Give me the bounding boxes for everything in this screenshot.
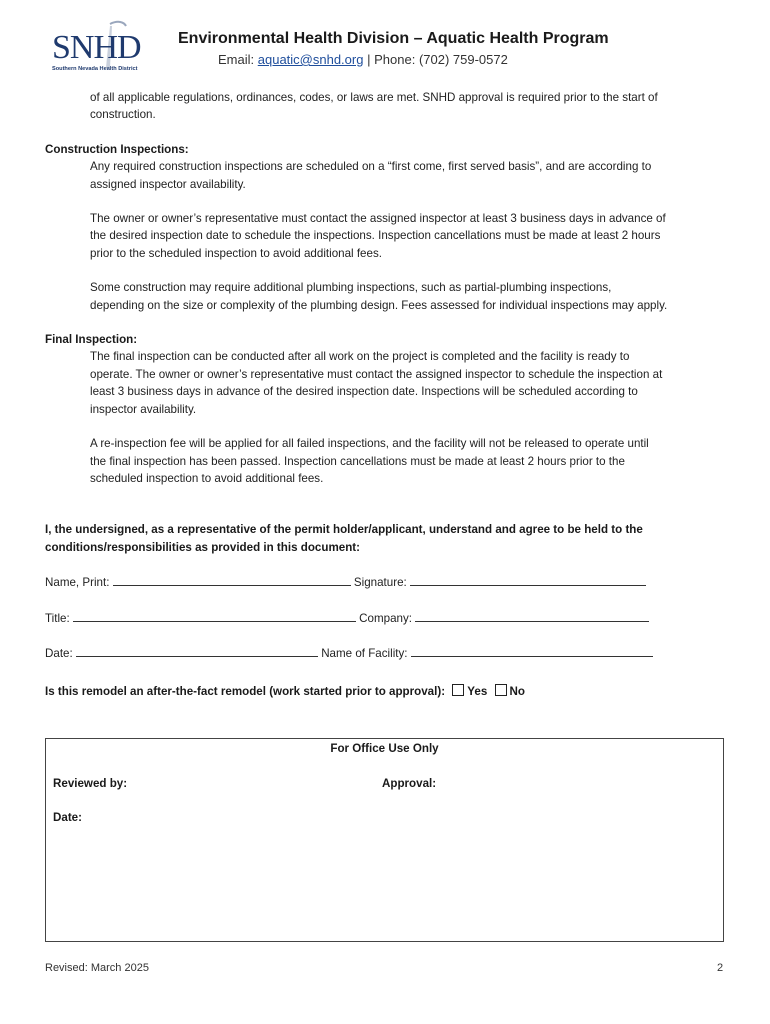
text-line: Any required construction inspections are scheduled on a “first come, first served basis”, and are according to	[90, 160, 652, 174]
no-checkbox[interactable]	[495, 684, 507, 696]
snhd-logo-icon	[48, 18, 158, 74]
reviewed-by-label: Reviewed by:	[53, 777, 128, 790]
office-use-box	[45, 738, 724, 942]
text-line: inspector availability.	[90, 402, 197, 416]
title-company-row	[45, 609, 730, 627]
facility-field[interactable]	[411, 644, 653, 657]
text-line: prior to the scheduled inspection to avoid additional fees.	[90, 246, 382, 260]
phone-number: (702) 759-0572	[418, 52, 508, 67]
final-paragraph-1	[90, 348, 730, 418]
yes-label: Yes	[467, 685, 488, 699]
program-title: Environmental Health Division – Aquatic Health Program	[178, 30, 609, 47]
text-line: A re-inspection fee will be applied for all failed inspections, and the facility will not be released to operate until	[90, 437, 649, 451]
office-date-label: Date:	[53, 811, 82, 824]
text-line: conditions/responsibilities as provided in this document:	[45, 540, 361, 554]
company-label: Company:	[359, 611, 413, 625]
remodel-question-row	[45, 683, 730, 700]
title-label: Title:	[45, 611, 70, 625]
text-line: Some construction may require additional plumbing inspections, such as partial-plumbing inspections,	[90, 281, 612, 295]
text-line: the final inspection has been passed. Inspection cancellations must be made at least 2 hours prior to the	[90, 454, 625, 468]
phone-label: Phone:	[374, 52, 416, 67]
final-inspection-heading: Final Inspection:	[45, 333, 138, 347]
continuation-paragraph	[90, 89, 730, 124]
company-field[interactable]	[415, 609, 649, 622]
email-label: Email:	[218, 52, 255, 67]
text-line: depending on the size or complexity of the plumbing design. Fees assessed for individual inspections may apply.	[90, 298, 668, 312]
yes-checkbox[interactable]	[452, 684, 464, 696]
svg-text:SNHD: SNHD	[52, 29, 141, 66]
signature-label: Signature:	[353, 576, 407, 590]
approval-label: Approval:	[382, 777, 437, 790]
text-line: I, the undersigned, as a representative of the permit holder/applicant, understand and agree to be held to the	[45, 523, 643, 537]
svg-text:Southern Nevada Health Distric: Southern Nevada Health District	[52, 66, 138, 72]
revised-date: Revised: March 2025	[45, 962, 149, 974]
date-label: Date:	[45, 646, 73, 660]
date-facility-row	[45, 644, 730, 662]
signature-field[interactable]	[410, 573, 646, 586]
remodel-question: Is this remodel an after-the-fact remodel (work started prior to approval):	[45, 685, 446, 699]
title-field[interactable]	[73, 609, 356, 622]
name-print-label: Name, Print:	[45, 576, 110, 590]
name-print-field[interactable]	[113, 573, 351, 586]
text-line: of all applicable regulations, ordinances, codes, or laws are met. SNHD approval is required prior to the start of	[90, 91, 658, 104]
office-use-title: For Office Use Only	[330, 742, 439, 755]
document-body	[45, 89, 730, 701]
page-number: 2	[717, 962, 724, 974]
construction-paragraph-3	[90, 279, 730, 314]
text-line: The owner or owner’s representative must contact the assigned inspector at least 3 business days in advance of	[90, 212, 666, 226]
facility-label: Name of Facility:	[321, 646, 408, 660]
name-signature-row	[45, 573, 730, 591]
text-line: construction.	[90, 108, 156, 122]
text-line: assigned inspector availability.	[90, 177, 246, 191]
text-line: operate. The owner or owner’s representative must contact the assigned inspector to schedule the inspection at	[90, 367, 663, 381]
snhd-logo	[48, 18, 158, 74]
construction-paragraph-2	[90, 210, 730, 262]
text-line: least 3 business days in advance of the desired inspection date. Inspections will be scheduled according to	[90, 385, 638, 399]
contact-line	[218, 52, 508, 67]
email-link[interactable]: aquatic@snhd.org	[257, 52, 364, 67]
no-label: No	[509, 685, 525, 699]
construction-heading: Construction Inspections:	[45, 142, 189, 156]
final-paragraph-2	[90, 435, 730, 487]
contact-separator: |	[367, 52, 371, 67]
text-line: scheduled inspection to avoid additional fees.	[90, 471, 324, 485]
date-field[interactable]	[76, 644, 318, 657]
construction-paragraph-1	[90, 158, 730, 193]
text-line: the desired inspection date to schedule the inspections. Inspection cancellations must be made at least 2 hours	[90, 229, 661, 243]
text-line: The final inspection can be conducted after all work on the project is completed and the facility is ready to	[90, 350, 630, 364]
agreement-statement	[45, 521, 730, 556]
